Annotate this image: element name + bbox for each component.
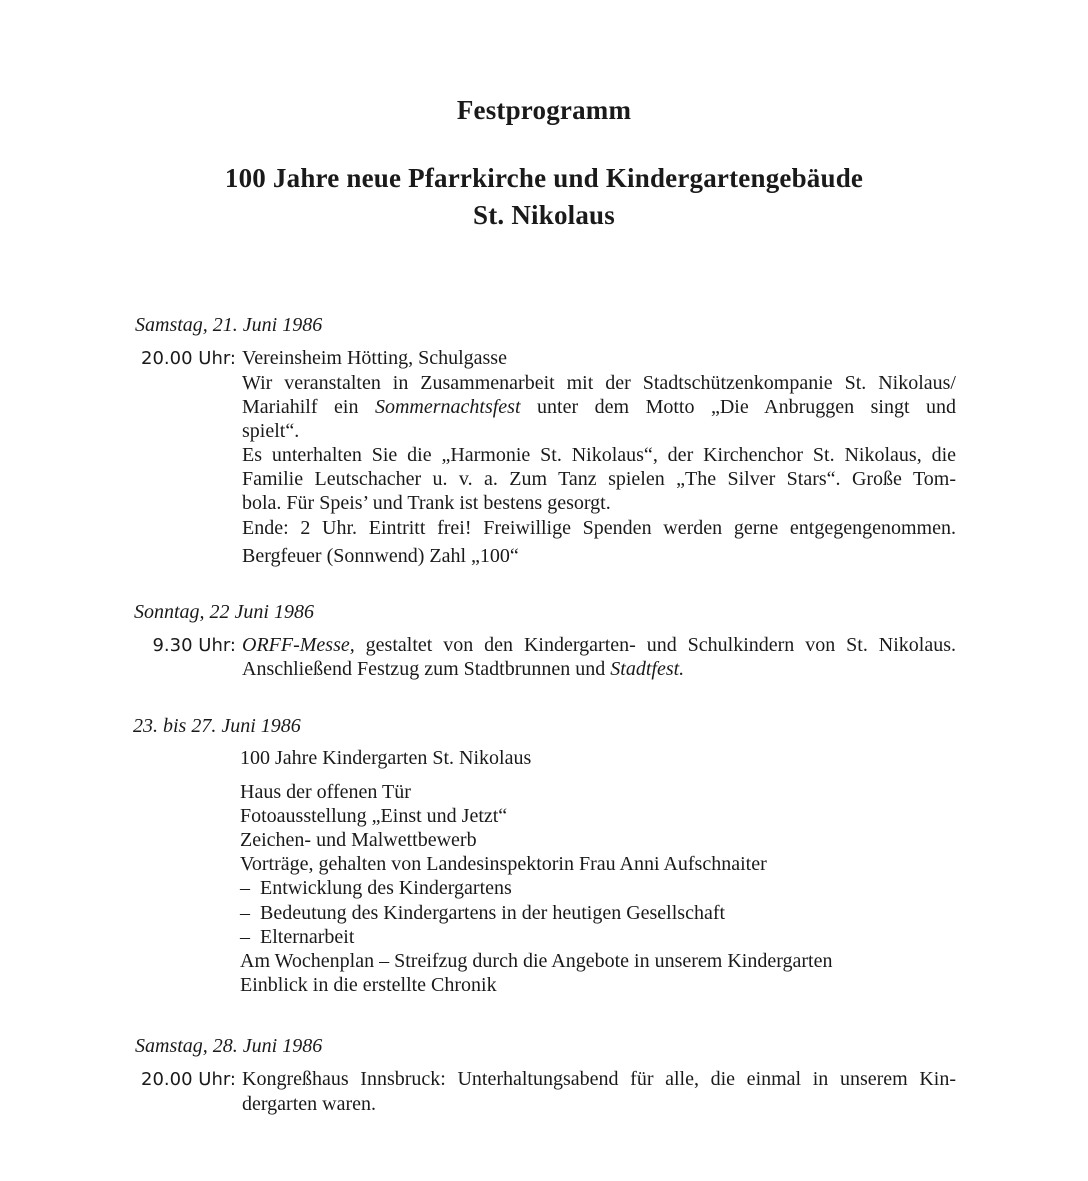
section-1-text-line: Wir veranstalten in Zusammenarbeit mit der Stadtschützenkompanie St. Nikolaus/ — [242, 372, 956, 394]
subitem-text: Bedeutung des Kindergartens in der heutigen Gesellschaft — [260, 902, 726, 924]
section-2-time: 9.30 Uhr: — [152, 635, 236, 656]
subitem-text: Entwicklung des Kindergartens — [260, 877, 512, 899]
section-3-item: Am Wochenplan – Streifzug durch die Angebote in unserem Kindergarten — [240, 950, 833, 972]
section-3-item: Fotoausstellung „Einst und Jetzt“ — [240, 805, 508, 827]
page-subtitle-line-2: St. Nikolaus — [473, 200, 615, 230]
section-1-text-line: Bergfeuer (Sonnwend) Zahl „100“ — [242, 545, 519, 567]
section-1-text-line: spielt“. — [242, 420, 300, 442]
event-name-stadtfest: Stadtfest. — [610, 658, 685, 680]
dash-bullet: – — [240, 902, 250, 924]
section-3-item: Zeichen- und Malwettbewerb — [240, 829, 477, 851]
section-2-text-line — [242, 658, 684, 681]
section-1-venue: Vereinsheim Hötting, Schulgasse — [242, 347, 507, 369]
section-4-text-line: Kongreßhaus Innsbruck: Unterhaltungsabend für alle, die einmal in unserem Kin- — [242, 1068, 956, 1090]
section-2-text-part: Anschließend Festzug zum Stadtbrunnen und — [242, 658, 606, 680]
section-3-date: 23. bis 27. Juni 1986 — [133, 715, 301, 737]
section-4-time: 20.00 Uhr: — [141, 1069, 236, 1090]
section-1-text-part: unter dem Motto „Die Anbruggen singt und — [537, 396, 957, 418]
event-name-orff-messe: ORFF-Messe, — [242, 634, 355, 656]
section-1-text-line: bola. Für Speis’ und Trank ist bestens gesorgt. — [242, 492, 611, 514]
page-subtitle-line-1: 100 Jahre neue Pfarrkirche und Kindergartengebäude — [224, 163, 864, 193]
page-title: Festprogramm — [456, 95, 632, 125]
section-1-text-part: Mariahilf ein — [242, 396, 359, 418]
section-1-time: 20.00 Uhr: — [141, 348, 236, 369]
section-3-subitem — [240, 877, 512, 900]
section-2-date: Sonntag, 22 Juni 1986 — [134, 601, 314, 623]
event-name-sommernachtsfest: Sommernachtsfest — [374, 396, 521, 418]
section-1-text-line: Es unterhalten Sie die „Harmonie St. Nikolaus“, der Kirchenchor St. Nikolaus, die — [242, 444, 956, 466]
section-3-item: Vorträge, gehalten von Landesinspektorin Frau Anni Aufschnaiter — [240, 853, 767, 875]
section-1-date: Samstag, 21. Juni 1986 — [135, 314, 323, 336]
section-3-heading: 100 Jahre Kindergarten St. Nikolaus — [240, 747, 532, 769]
section-1-text-line: Familie Leutschacher u. v. a. Zum Tanz spielen „The Silver Stars“. Große Tom- — [242, 468, 956, 490]
section-3-subitem — [240, 902, 725, 925]
subitem-text: Elternarbeit — [260, 926, 355, 948]
section-1-text-line: Ende: 2 Uhr. Eintritt frei! Freiwillige Spenden werden gerne entgegengenommen. — [242, 517, 956, 539]
section-2-text-line — [242, 634, 956, 657]
section-1-text-line — [242, 396, 956, 419]
dash-bullet: – — [240, 926, 250, 948]
dash-bullet: – — [240, 877, 250, 899]
section-2-text-part: gestaltet von den Kindergarten- und Schulkindern von St. Nikolaus. — [365, 634, 957, 656]
section-3-item: Haus der offenen Tür — [240, 781, 411, 803]
section-4-date: Samstag, 28. Juni 1986 — [135, 1035, 323, 1057]
section-4-text-line: dergarten waren. — [242, 1093, 377, 1115]
section-3-subitem — [240, 926, 354, 949]
section-3-item: Einblick in die erstellte Chronik — [240, 974, 497, 996]
